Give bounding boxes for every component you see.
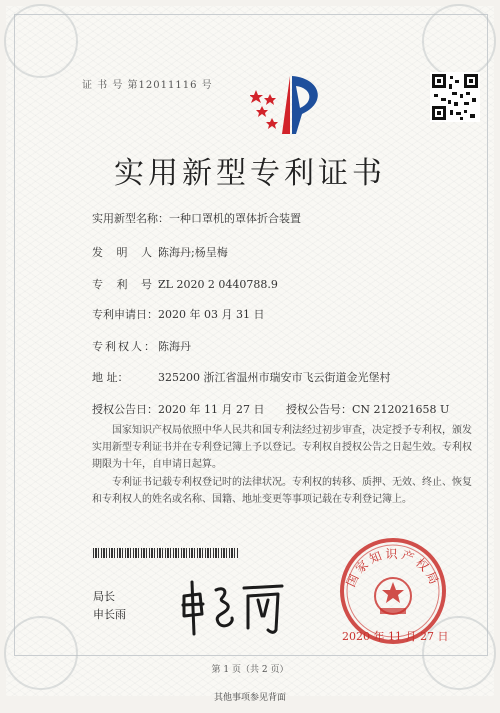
field-row: [92, 276, 278, 292]
field-value: 一种口罩机的罩体折合装置: [169, 212, 301, 225]
patent-office-logo-icon: [250, 72, 330, 142]
body-paragraph: 专利证书记载专利权登记时的法律状况。专利权的转移、质押、无效、终止、恢复和专利权人的姓名或名称、国籍、地址变更等事项记载在专利登记簿上。: [92, 477, 472, 505]
signer-name: 申长雨: [93, 608, 126, 621]
field-label: 实用新型名称：: [92, 212, 169, 225]
seal-date: 2020 年 11 月 27 日: [342, 630, 449, 643]
corner-ornament: [422, 4, 496, 78]
field-value: ZL 2020 2 0440788.9: [158, 278, 278, 291]
footer-note: 其他事项参见背面: [213, 693, 286, 703]
field-row: [92, 338, 191, 354]
field-label: 发 明 人：: [92, 246, 173, 259]
field-label: 专利权人：: [92, 340, 157, 353]
signer-title: 局长: [93, 590, 115, 603]
field-label: 授权公告号：: [286, 403, 352, 416]
field-value: 325200 浙江省温州市瑞安市飞云街道金光堡村: [158, 371, 391, 384]
field-value: 2020 年 03 月 31 日: [158, 308, 265, 321]
field-row: [92, 401, 264, 417]
corner-ornament: [4, 4, 78, 78]
qr-code-icon: [430, 72, 480, 122]
field-row: [286, 401, 449, 417]
field-label: 授权公告日：: [92, 403, 158, 416]
field-label: 专 利 号：: [92, 278, 173, 291]
body-paragraph: 国家知识产权局依照中华人民共和国专利法经过初步审查，决定授予专利权，颁发实用新型专利证书并在专利登记簿上予以登记。专利权自授权公告之日起生效。专利权期限为十年，自申请日起算。: [92, 425, 472, 470]
field-label: 专利申请日：: [92, 308, 158, 321]
field-label: 地 址：: [92, 371, 129, 384]
field-row: [92, 210, 301, 226]
field-row: [92, 244, 228, 260]
page-number: 第 1 页（共 2 页）: [211, 665, 289, 675]
field-value: 2020 年 11 月 27 日: [158, 403, 265, 416]
barcode: [93, 548, 238, 558]
certificate-number: 证 书 号 第12011116 号: [82, 80, 213, 91]
field-row: [92, 306, 264, 322]
field-row: [92, 369, 391, 385]
field-value: 陈海丹;杨呈梅: [158, 246, 228, 259]
field-value: 陈海丹: [158, 340, 191, 353]
corner-ornament: [4, 616, 78, 690]
seal-text: 国家知识产权局: [343, 547, 443, 589]
certificate-title: 实用新型专利证书: [114, 156, 386, 191]
field-value: CN 212021658 U: [352, 403, 450, 416]
handwritten-signature: [178, 578, 288, 638]
